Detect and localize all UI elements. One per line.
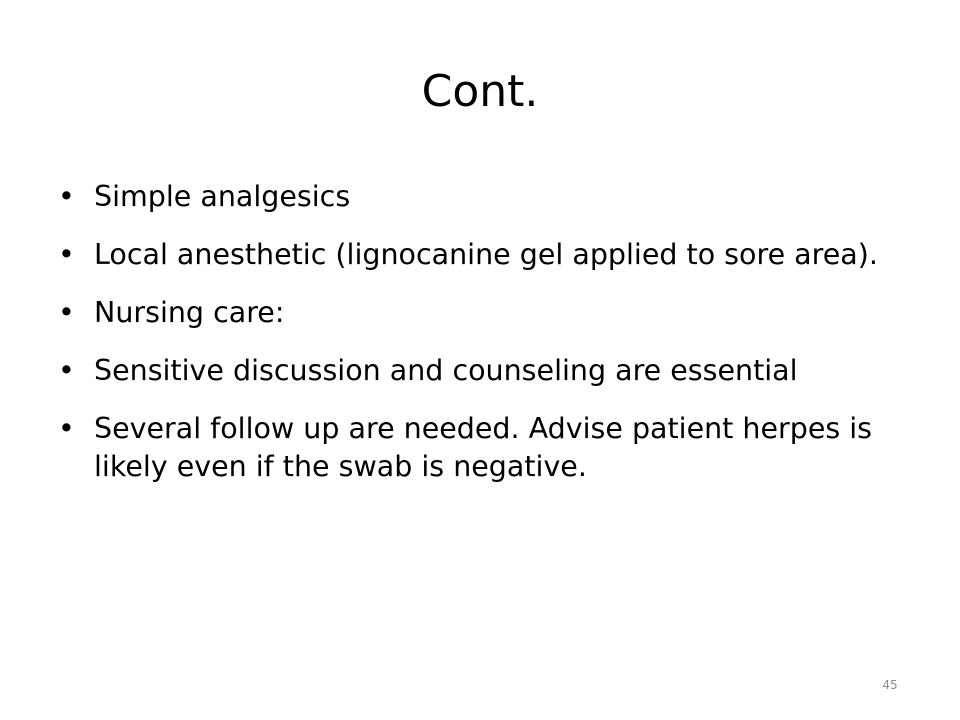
bullet-icon: • bbox=[58, 180, 75, 213]
bullet-text: Sensitive discussion and counseling are essential bbox=[94, 354, 798, 387]
bullet-text: Several follow up are needed. Advise patient herpes is likely even if the swab is negative. bbox=[94, 412, 873, 483]
bullet-icon: • bbox=[58, 412, 75, 445]
bullet-icon: • bbox=[58, 238, 75, 271]
bullet-item-nursing-care bbox=[58, 294, 908, 332]
slide-title: Cont. bbox=[421, 66, 539, 117]
bullet-item-follow-up bbox=[58, 410, 908, 486]
bullet-item-local-anesthetic bbox=[58, 236, 908, 274]
bullet-icon: • bbox=[58, 296, 75, 329]
bullet-text: Simple analgesics bbox=[94, 180, 351, 213]
bullet-text: Local anesthetic (lignocanine gel applied to sore area). bbox=[94, 238, 878, 271]
bullet-item-simple-analgesics bbox=[58, 178, 908, 216]
bullet-icon: • bbox=[58, 354, 75, 387]
bullet-item-sensitive-discussion bbox=[58, 352, 908, 390]
bullet-text: Nursing care: bbox=[94, 296, 285, 329]
slide-number: 45 bbox=[882, 678, 898, 692]
bullet-list bbox=[58, 178, 908, 506]
